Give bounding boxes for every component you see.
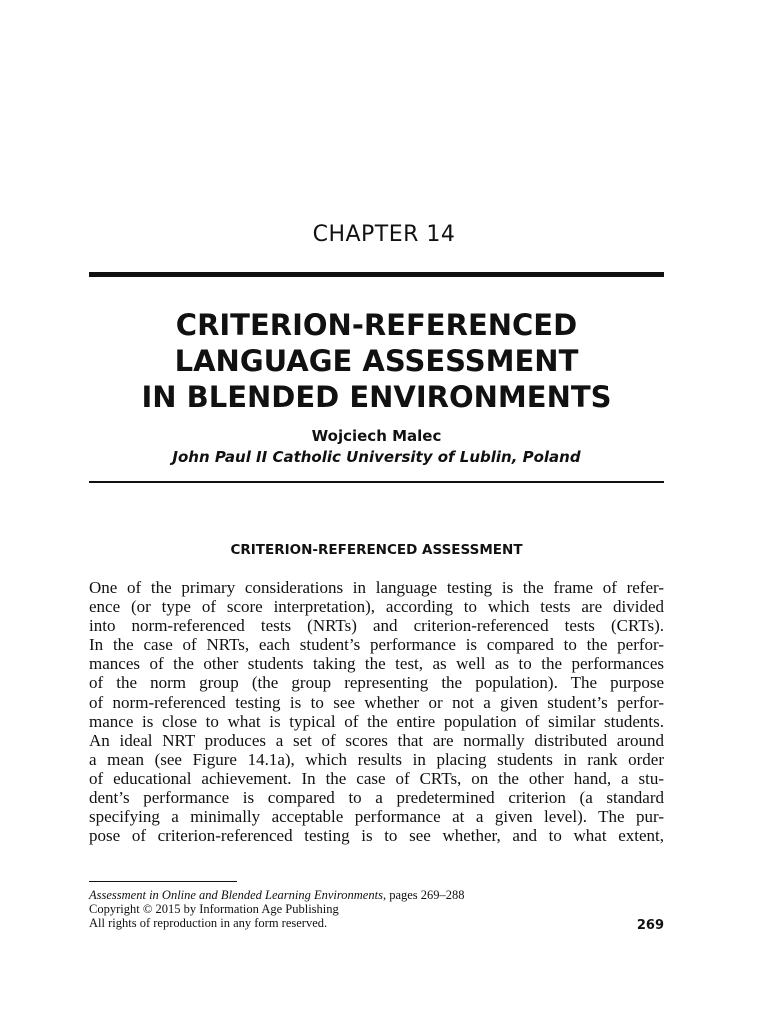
page-number: 269 <box>636 918 664 933</box>
body-line: mances of the other students taking the test, as well as to the performances <box>89 654 664 674</box>
body-line: pose of criterion-referenced testing is to see whether, and to what extent, <box>89 826 664 846</box>
header-divider-thin <box>89 481 664 483</box>
chapter-divider-thick <box>89 272 664 277</box>
body-line: of norm-referenced testing is to see whether or not a given student’s perfor- <box>89 692 664 712</box>
body-line: into norm-referenced tests (NRTs) and criterion-referenced tests (CRTs). <box>89 616 664 636</box>
footnote-citation <box>89 888 664 902</box>
body-line: In the case of NRTs, each student’s performance is compared to the perfor- <box>89 635 664 655</box>
chapter-title <box>89 307 664 415</box>
footnote-divider <box>89 881 237 882</box>
body-line: ence (or type of score interpretation), according to which tests are divided <box>89 597 664 617</box>
body-line: mance is close to what is typical of the entire population of similar students. <box>89 711 664 731</box>
footnote-copyright: Copyright © 2015 by Information Age Publishing <box>89 902 339 916</box>
footnote-rights: All rights of reproduction in any form reserved. <box>89 916 328 930</box>
body-line: a mean (see Figure 14.1a), which results in placing students in rank order <box>89 749 664 769</box>
footnote-book-title: Assessment in Online and Blended Learning Environments <box>89 888 383 902</box>
body-paragraph <box>89 578 664 845</box>
footnote-pages: , pages 269–288 <box>382 888 465 902</box>
body-line: of educational achievement. In the case of CRTs, on the other hand, a stu- <box>89 768 664 788</box>
body-line: An ideal NRT produces a set of scores that are normally distributed around <box>89 730 664 750</box>
chapter-title-line: IN BLENDED ENVIRONMENTS <box>141 380 612 414</box>
author-affiliation: John Paul II Catholic University of Lublin, Poland <box>172 448 581 466</box>
body-line: One of the primary considerations in language testing is the frame of refer- <box>89 578 664 597</box>
author-name: Wojciech Malec <box>311 427 442 445</box>
body-line: specifying a minimally acceptable performance at a given level). The pur- <box>89 807 664 827</box>
chapter-title-line: CRITERION-REFERENCED <box>175 308 578 342</box>
section-heading: CRITERION-REFERENCED ASSESSMENT <box>230 542 523 558</box>
chapter-title-line: LANGUAGE ASSESSMENT <box>174 344 579 378</box>
body-line: dent’s performance is compared to a predetermined criterion (a standard <box>89 788 664 808</box>
footnote <box>89 888 664 930</box>
body-line: of the norm group (the group representing the population). The purpose <box>89 673 664 693</box>
chapter-label: CHAPTER 14 <box>312 222 456 247</box>
